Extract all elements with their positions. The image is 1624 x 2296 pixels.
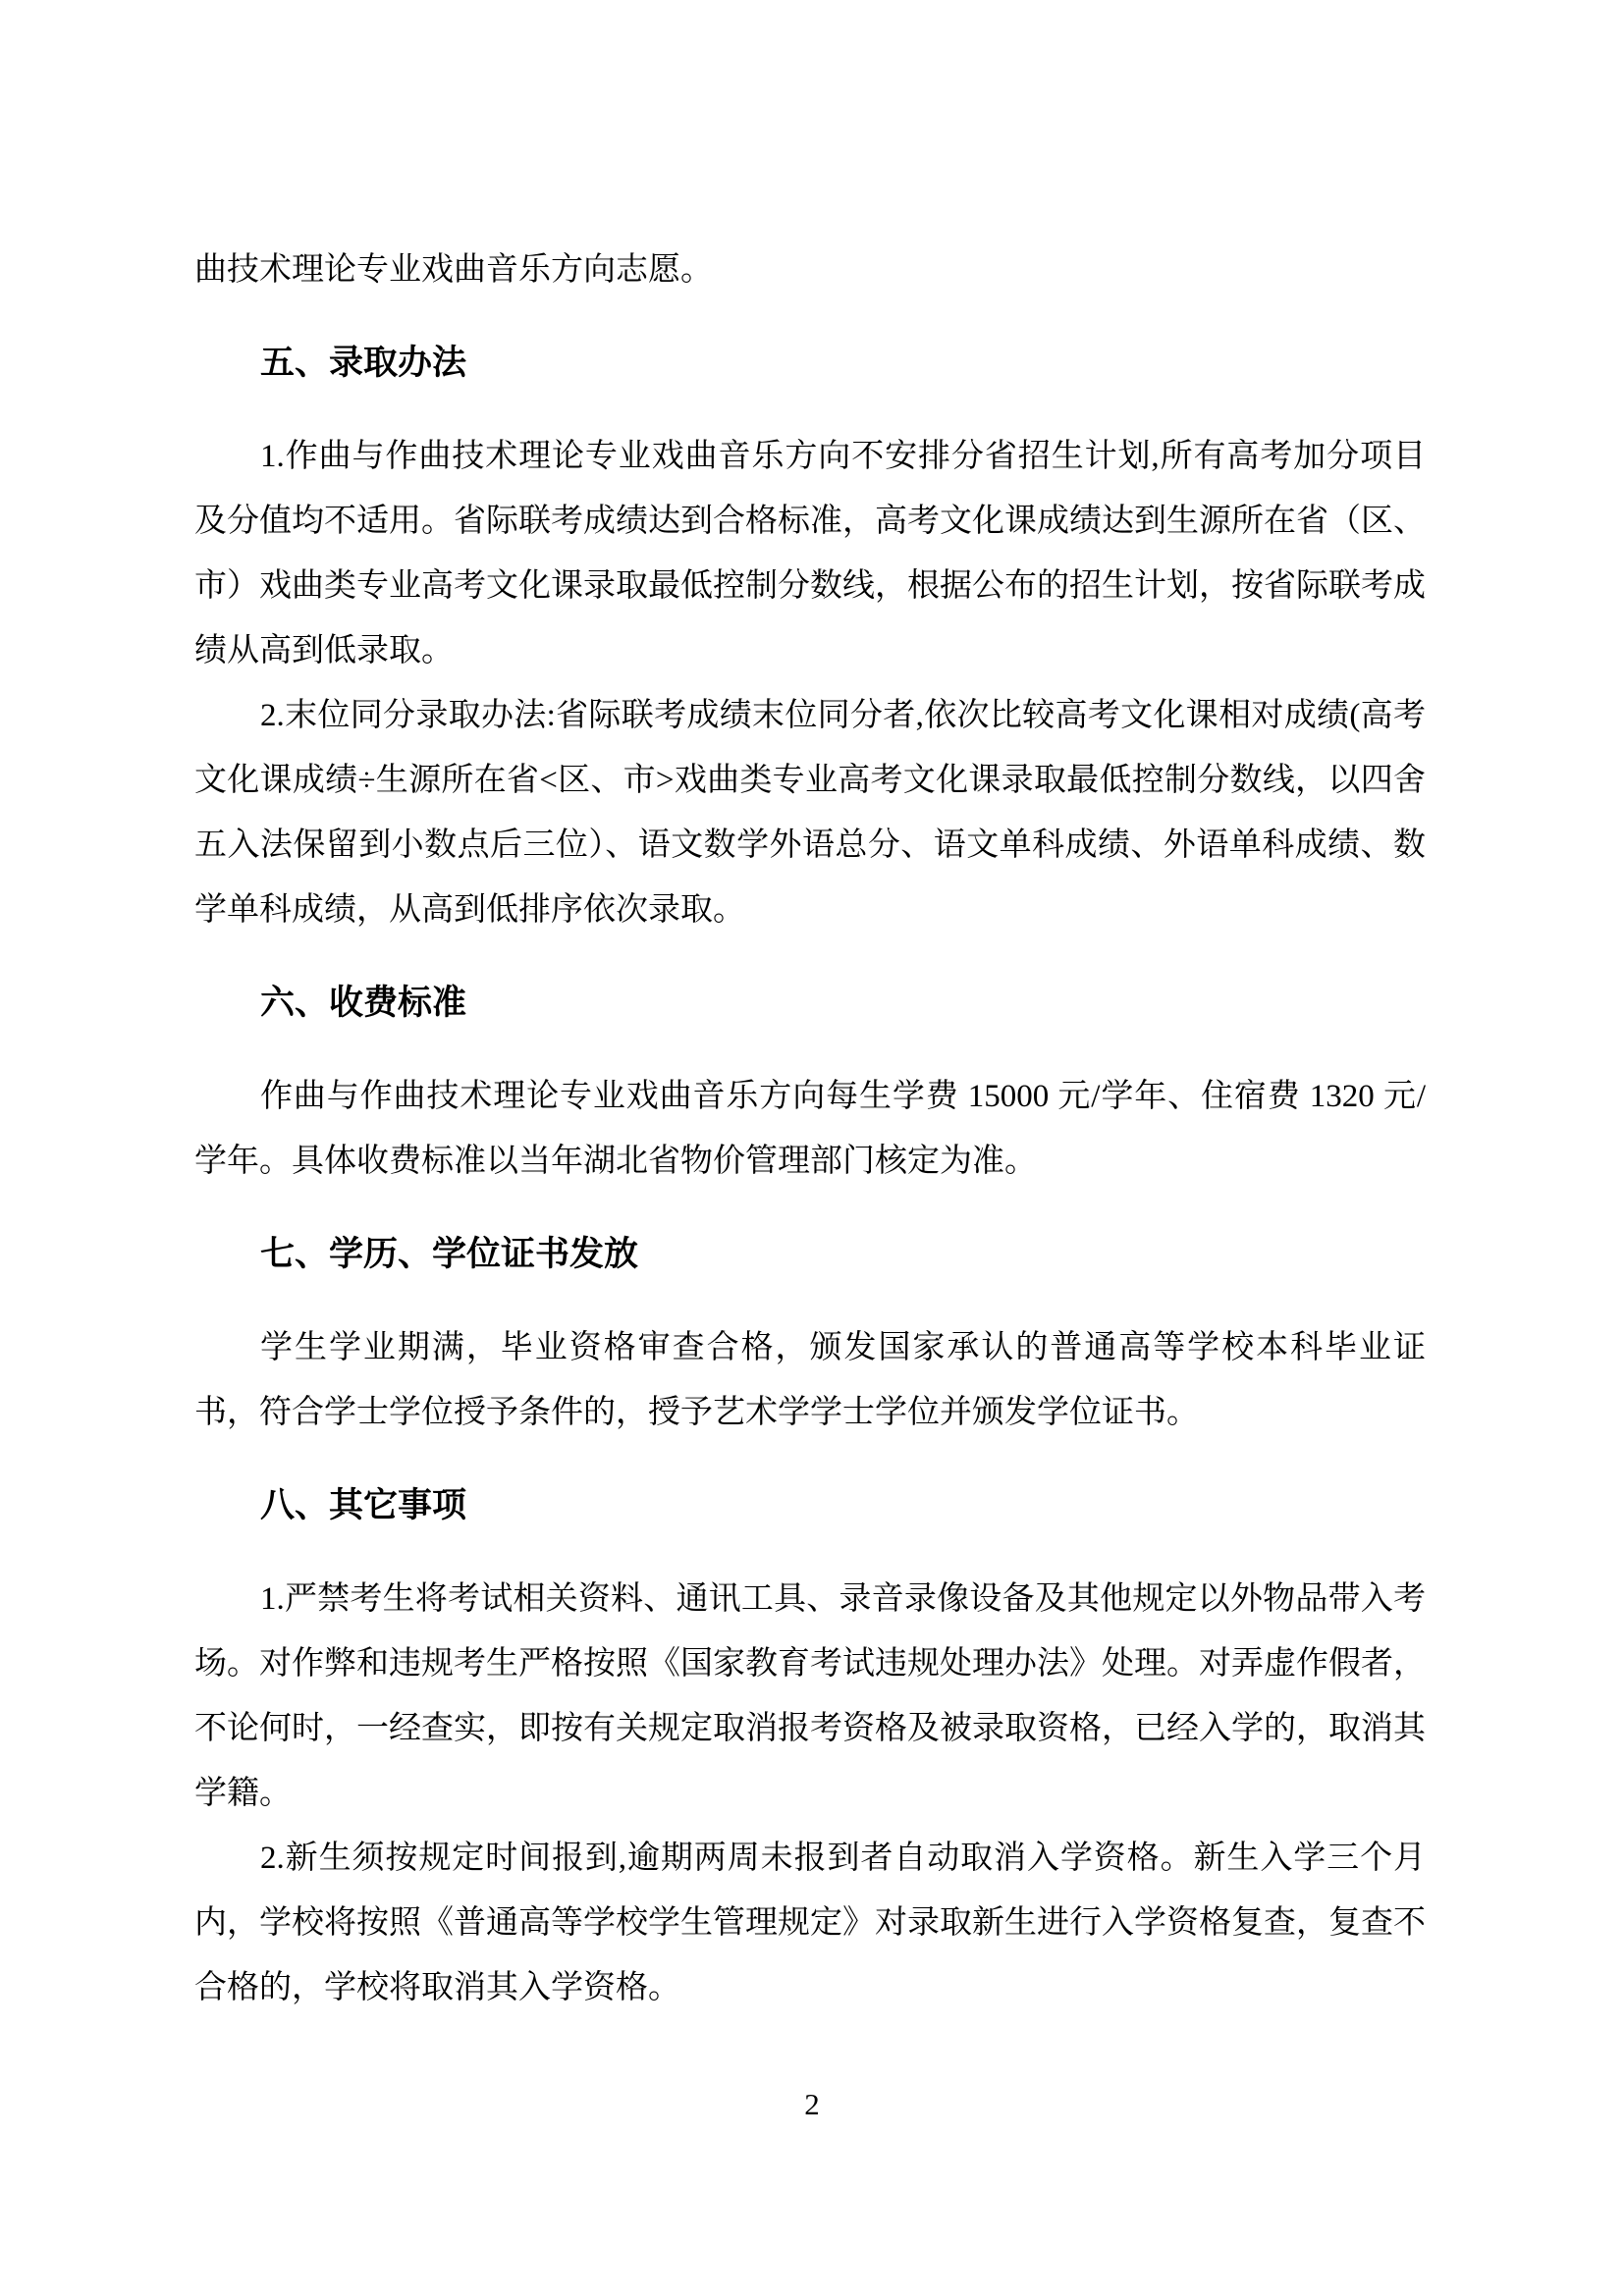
document-body	[194, 238, 1426, 2020]
other-matters-paragraph-2: 2.新生须按规定时间报到,逾期两周未报到者自动取消入学资格。新生入学三个月内，学校将按照《普通高等学校学生管理规定》对录取新生进行入学资格复查，复查不合格的，学校将取消其入学资格。	[194, 1841, 1426, 2005]
fee-paragraph: 作曲与作曲技术理论专业戏曲音乐方向每生学费 15000 元/学年、住宿费 1320 元/学年。具体收费标准以当年湖北省物价管理部门核定为准。	[194, 1079, 1426, 1179]
section-heading-diploma-degree: 七、学历、学位证书发放	[260, 1235, 639, 1273]
section-heading-admission-method: 五、录取办法	[260, 344, 467, 382]
continuation-paragraph: 曲技术理论专业戏曲音乐方向志愿。	[194, 252, 713, 288]
page-number: 2	[804, 2087, 820, 2121]
section-heading-fee-standard: 六、收费标准	[260, 984, 467, 1022]
other-matters-paragraph-1: 1.严禁考生将考试相关资料、通讯工具、录音录像设备及其他规定以外物品带入考场。对作弊和违规考生严格按照《国家教育考试违规处理办法》处理。对弄虚作假者，不论何时，一经查实，即按有关规定取消报考资格及被录取资格，已经入学的，取消其学籍。	[194, 1581, 1426, 1811]
admission-paragraph-1: 1.作曲与作曲技术理论专业戏曲音乐方向不安排分省招生计划,所有高考加分项目及分值均不适用。省际联考成绩达到合格标准，高考文化课成绩达到生源所在省（区、市）戏曲类专业高考文化课录取最低控制分数线，根据公布的招生计划，按省际联考成绩从高到低录取。	[194, 439, 1426, 668]
admission-paragraph-2: 2.末位同分录取办法:省际联考成绩末位同分者,依次比较高考文化课相对成绩(高考文化课成绩÷生源所在省<区、市>戏曲类专业高考文化课录取最低控制分数线，以四舍五入法保留到小数点后三位）、语文数学外语总分、语文单科成绩、外语单科成绩、数学单科成绩，从高到低排序依次录取。	[194, 698, 1426, 928]
diploma-paragraph: 学生学业期满，毕业资格审查合格，颁发国家承认的普通高等学校本科毕业证书，符合学士学位授予条件的，授予艺术学学士学位并颁发学位证书。	[194, 1330, 1426, 1430]
section-heading-other-matters: 八、其它事项	[260, 1486, 467, 1524]
